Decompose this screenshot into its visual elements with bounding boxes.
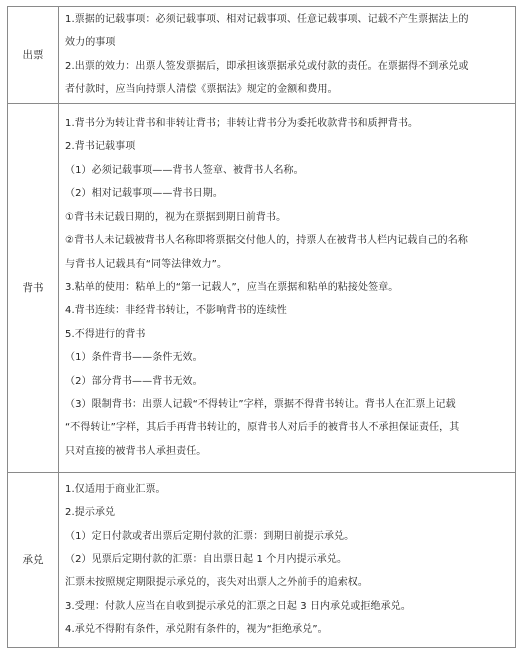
- text-line: 1.票据的记载事项：必须记载事项、相对记载事项、任意记载事项、记载不产生票据法上的: [65, 14, 469, 25]
- text-line: 汇票未按照规定期限提示承兑的，丧失对出票人之外前手的追索权。: [65, 577, 368, 589]
- text-line: （1）条件背书——条件无效。: [65, 352, 203, 364]
- text-line: （2）见票后定期付款的汇票：自出票日起 1 个月内提示承兑。: [65, 553, 348, 565]
- text-line: （1）定日付款或者出票后定期付款的汇票：到期日前提示承兑。: [65, 530, 355, 542]
- text-line: 与背书人记载具有“同等法律效力”。: [65, 258, 228, 270]
- row-label-acceptance: 承兑: [8, 472, 59, 647]
- text-line: 者付款时，应当向持票人清偿《票据法》规定的金额和费用。: [65, 84, 338, 96]
- text-line: ①背书未记载日期的，视为在票据到期日前背书。: [65, 211, 287, 223]
- text-line: （2）相对记载事项——背书日期。: [65, 188, 223, 200]
- row-content-acceptance: [59, 472, 516, 647]
- row-content-issuance: [59, 7, 516, 104]
- row-content-endorsement: [59, 103, 516, 472]
- row-label-issuance: 出票: [8, 7, 59, 104]
- notes-table: [7, 6, 516, 642]
- table-row: [8, 7, 516, 104]
- text-line: （3）限制背书：出票人记载“不得转让”字样，票据不得背书转让。背书人在汇票上记载: [65, 398, 456, 410]
- text-line: （1）必须记载事项——背书人签章、被背书人名称。: [65, 164, 304, 176]
- text-line: 效力的事项: [65, 37, 116, 49]
- text-line: 只对直接的被背书人承担责任。: [65, 445, 207, 457]
- table-row: [8, 103, 516, 472]
- text-line: 4.背书连续：非经背书转让，不影响背书的连续性: [65, 305, 287, 317]
- row-label-endorsement: 背书: [8, 103, 59, 472]
- text-line: 3.受理：付款人应当在自收到提示承兑的汇票之日起 3 日内承兑或拒绝承兑。: [65, 600, 411, 612]
- text-line: 2.背书记载事项: [65, 141, 136, 153]
- bill-rules-table: [7, 6, 516, 648]
- table-row: [8, 472, 516, 647]
- text-line: 1.仅适用于商业汇票。: [65, 483, 166, 495]
- text-line: ②背书人未记载被背书人名称即将票据交付他人的，持票人在被背书人栏内记载自己的名称: [65, 235, 468, 247]
- text-line: 1.背书分为转让背书和非转让背书；非转让背书分为委托收款背书和质押背书。: [65, 118, 419, 130]
- text-line: （2）部分背书——背书无效。: [65, 375, 203, 387]
- text-line: 2.出票的效力：出票人签发票据后，即承担该票据承兑或付款的责任。在票据得不到承兑或: [65, 60, 469, 72]
- text-line: 2.提示承兑: [65, 507, 116, 519]
- text-line: “不得转让”字样，其后手再背书转让的，原背书人对后手的被背书人不承担保证责任，其: [65, 422, 460, 434]
- text-line: 3.粘单的使用：粘单上的“第一记载人”，应当在票据和粘单的粘接处签章。: [65, 281, 399, 293]
- text-line: 4.承兑不得附有条件，承兑附有条件的，视为“拒绝承兑”。: [65, 624, 328, 636]
- text-line: 5.不得进行的背书: [65, 328, 146, 340]
